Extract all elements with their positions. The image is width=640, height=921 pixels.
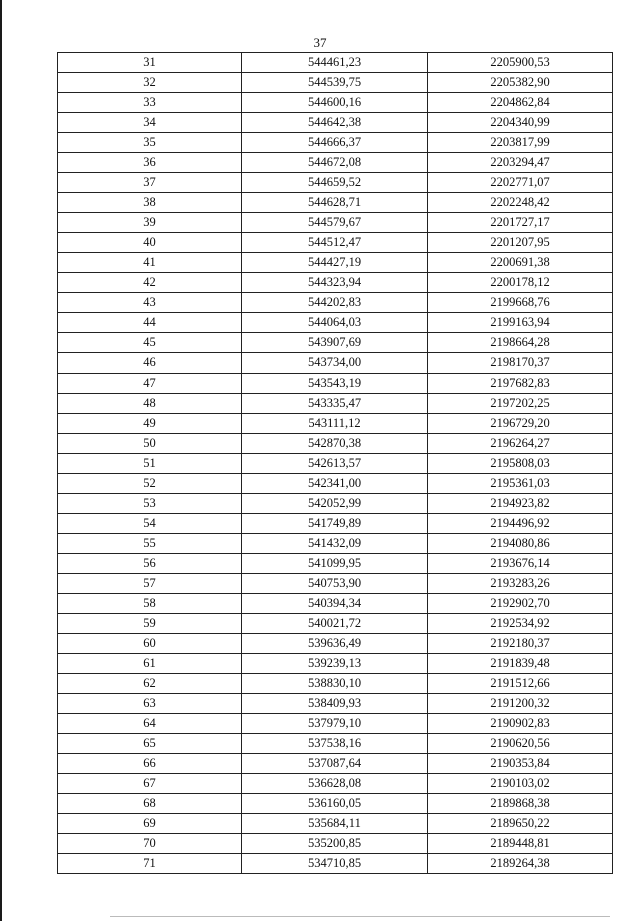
table-row	[58, 273, 613, 293]
y-coordinate-cell: 2194496,92	[428, 513, 613, 533]
x-coordinate-cell: 538830,10	[242, 673, 428, 693]
x-coordinate-cell: 544642,38	[242, 113, 428, 133]
y-coordinate-cell: 2190103,02	[428, 774, 613, 794]
point-number-cell: 59	[58, 613, 242, 633]
x-coordinate-cell: 542870,38	[242, 433, 428, 453]
y-coordinate-cell: 2200691,38	[428, 253, 613, 273]
table-row	[58, 573, 613, 593]
x-coordinate-cell: 537538,16	[242, 734, 428, 754]
table-row	[58, 393, 613, 413]
table-row	[58, 113, 613, 133]
table-row	[58, 253, 613, 273]
y-coordinate-cell: 2203817,99	[428, 133, 613, 153]
table-row	[58, 513, 613, 533]
x-coordinate-cell: 544512,47	[242, 233, 428, 253]
point-number-cell: 36	[58, 153, 242, 173]
scan-left-edge	[0, 0, 2, 921]
table-row	[58, 453, 613, 473]
y-coordinate-cell: 2195361,03	[428, 473, 613, 493]
x-coordinate-cell: 536160,05	[242, 794, 428, 814]
x-coordinate-cell: 544064,03	[242, 313, 428, 333]
table-row	[58, 153, 613, 173]
x-coordinate-cell: 540021,72	[242, 613, 428, 633]
table-row	[58, 293, 613, 313]
y-coordinate-cell: 2204340,99	[428, 113, 613, 133]
y-coordinate-cell: 2191512,66	[428, 673, 613, 693]
table-row	[58, 53, 613, 73]
point-number-cell: 56	[58, 553, 242, 573]
table-row	[58, 774, 613, 794]
x-coordinate-cell: 537979,10	[242, 714, 428, 734]
x-coordinate-cell: 536628,08	[242, 774, 428, 794]
x-coordinate-cell: 544659,52	[242, 173, 428, 193]
point-number-cell: 58	[58, 593, 242, 613]
y-coordinate-cell: 2198170,37	[428, 353, 613, 373]
point-number-cell: 49	[58, 413, 242, 433]
x-coordinate-cell: 543111,12	[242, 413, 428, 433]
point-number-cell: 62	[58, 673, 242, 693]
point-number-cell: 38	[58, 193, 242, 213]
x-coordinate-cell: 534710,85	[242, 854, 428, 874]
x-coordinate-cell: 544666,37	[242, 133, 428, 153]
x-coordinate-cell: 539636,49	[242, 633, 428, 653]
x-coordinate-cell: 538409,93	[242, 694, 428, 714]
point-number-cell: 32	[58, 73, 242, 93]
x-coordinate-cell: 544539,75	[242, 73, 428, 93]
table-row	[58, 73, 613, 93]
point-number-cell: 43	[58, 293, 242, 313]
x-coordinate-cell: 543734,00	[242, 353, 428, 373]
table-row	[58, 734, 613, 754]
y-coordinate-cell: 2197682,83	[428, 373, 613, 393]
x-coordinate-cell: 539239,13	[242, 653, 428, 673]
y-coordinate-cell: 2196264,27	[428, 433, 613, 453]
y-coordinate-cell: 2202248,42	[428, 193, 613, 213]
y-coordinate-cell: 2199163,94	[428, 313, 613, 333]
table-row	[58, 553, 613, 573]
x-coordinate-cell: 541099,95	[242, 553, 428, 573]
y-coordinate-cell: 2201727,17	[428, 213, 613, 233]
scan-bottom-edge	[110, 916, 610, 917]
x-coordinate-cell: 544323,94	[242, 273, 428, 293]
x-coordinate-cell: 537087,64	[242, 754, 428, 774]
x-coordinate-cell: 544600,16	[242, 93, 428, 113]
table-row	[58, 754, 613, 774]
table-row	[58, 834, 613, 854]
table-row	[58, 133, 613, 153]
table-row	[58, 333, 613, 353]
point-number-cell: 50	[58, 433, 242, 453]
table-row	[58, 633, 613, 653]
table-row	[58, 794, 613, 814]
table-row	[58, 173, 613, 193]
point-number-cell: 35	[58, 133, 242, 153]
page-number: 37	[313, 35, 327, 50]
x-coordinate-cell: 540753,90	[242, 573, 428, 593]
x-coordinate-cell: 543907,69	[242, 333, 428, 353]
y-coordinate-cell: 2192180,37	[428, 633, 613, 653]
table-row	[58, 433, 613, 453]
y-coordinate-cell: 2191839,48	[428, 653, 613, 673]
table-row	[58, 854, 613, 874]
y-coordinate-cell: 2198664,28	[428, 333, 613, 353]
table-row	[58, 613, 613, 633]
x-coordinate-cell: 542341,00	[242, 473, 428, 493]
point-number-cell: 45	[58, 333, 242, 353]
point-number-cell: 40	[58, 233, 242, 253]
table-row	[58, 593, 613, 613]
y-coordinate-cell: 2197202,25	[428, 393, 613, 413]
y-coordinate-cell: 2196729,20	[428, 413, 613, 433]
y-coordinate-cell: 2190353,84	[428, 754, 613, 774]
coordinates-table	[57, 52, 613, 874]
x-coordinate-cell: 543543,19	[242, 373, 428, 393]
point-number-cell: 54	[58, 513, 242, 533]
x-coordinate-cell: 542052,99	[242, 493, 428, 513]
table-row	[58, 473, 613, 493]
y-coordinate-cell: 2191200,32	[428, 694, 613, 714]
y-coordinate-cell: 2194080,86	[428, 533, 613, 553]
point-number-cell: 33	[58, 93, 242, 113]
x-coordinate-cell: 541749,89	[242, 513, 428, 533]
x-coordinate-cell: 535684,11	[242, 814, 428, 834]
point-number-cell: 64	[58, 714, 242, 734]
point-number-cell: 53	[58, 493, 242, 513]
table-row	[58, 373, 613, 393]
x-coordinate-cell: 544202,83	[242, 293, 428, 313]
y-coordinate-cell: 2202771,07	[428, 173, 613, 193]
y-coordinate-cell: 2201207,95	[428, 233, 613, 253]
point-number-cell: 48	[58, 393, 242, 413]
table-row	[58, 673, 613, 693]
x-coordinate-cell: 535200,85	[242, 834, 428, 854]
table-row	[58, 653, 613, 673]
x-coordinate-cell: 544672,08	[242, 153, 428, 173]
y-coordinate-cell: 2190620,56	[428, 734, 613, 754]
x-coordinate-cell: 544579,67	[242, 213, 428, 233]
y-coordinate-cell: 2189650,22	[428, 814, 613, 834]
table-row	[58, 694, 613, 714]
x-coordinate-cell: 544427,19	[242, 253, 428, 273]
point-number-cell: 63	[58, 694, 242, 714]
point-number-cell: 52	[58, 473, 242, 493]
table-row	[58, 493, 613, 513]
y-coordinate-cell: 2189448,81	[428, 834, 613, 854]
x-coordinate-cell: 544628,71	[242, 193, 428, 213]
point-number-cell: 46	[58, 353, 242, 373]
y-coordinate-cell: 2193283,26	[428, 573, 613, 593]
point-number-cell: 66	[58, 754, 242, 774]
point-number-cell: 44	[58, 313, 242, 333]
y-coordinate-cell: 2199668,76	[428, 293, 613, 313]
point-number-cell: 61	[58, 653, 242, 673]
point-number-cell: 37	[58, 173, 242, 193]
point-number-cell: 69	[58, 814, 242, 834]
table-row	[58, 814, 613, 834]
x-coordinate-cell: 541432,09	[242, 533, 428, 553]
point-number-cell: 39	[58, 213, 242, 233]
table-row	[58, 353, 613, 373]
table-row	[58, 714, 613, 734]
y-coordinate-cell: 2192902,70	[428, 593, 613, 613]
table-row	[58, 413, 613, 433]
table-row	[58, 193, 613, 213]
point-number-cell: 70	[58, 834, 242, 854]
y-coordinate-cell: 2189264,38	[428, 854, 613, 874]
point-number-cell: 41	[58, 253, 242, 273]
table-row	[58, 313, 613, 333]
point-number-cell: 68	[58, 794, 242, 814]
y-coordinate-cell: 2205382,90	[428, 73, 613, 93]
x-coordinate-cell: 544461,23	[242, 53, 428, 73]
point-number-cell: 65	[58, 734, 242, 754]
point-number-cell: 60	[58, 633, 242, 653]
y-coordinate-cell: 2195808,03	[428, 453, 613, 473]
table-row	[58, 233, 613, 253]
table-row	[58, 213, 613, 233]
y-coordinate-cell: 2190902,83	[428, 714, 613, 734]
point-number-cell: 47	[58, 373, 242, 393]
point-number-cell: 34	[58, 113, 242, 133]
y-coordinate-cell: 2193676,14	[428, 553, 613, 573]
x-coordinate-cell: 540394,34	[242, 593, 428, 613]
x-coordinate-cell: 543335,47	[242, 393, 428, 413]
point-number-cell: 57	[58, 573, 242, 593]
y-coordinate-cell: 2204862,84	[428, 93, 613, 113]
point-number-cell: 42	[58, 273, 242, 293]
table-row	[58, 533, 613, 553]
point-number-cell: 67	[58, 774, 242, 794]
point-number-cell: 51	[58, 453, 242, 473]
x-coordinate-cell: 542613,57	[242, 453, 428, 473]
coordinates-table-body	[58, 53, 613, 874]
y-coordinate-cell: 2200178,12	[428, 273, 613, 293]
y-coordinate-cell: 2189868,38	[428, 794, 613, 814]
y-coordinate-cell: 2194923,82	[428, 493, 613, 513]
y-coordinate-cell: 2205900,53	[428, 53, 613, 73]
point-number-cell: 55	[58, 533, 242, 553]
y-coordinate-cell: 2203294,47	[428, 153, 613, 173]
table-row	[58, 93, 613, 113]
y-coordinate-cell: 2192534,92	[428, 613, 613, 633]
point-number-cell: 31	[58, 53, 242, 73]
point-number-cell: 71	[58, 854, 242, 874]
